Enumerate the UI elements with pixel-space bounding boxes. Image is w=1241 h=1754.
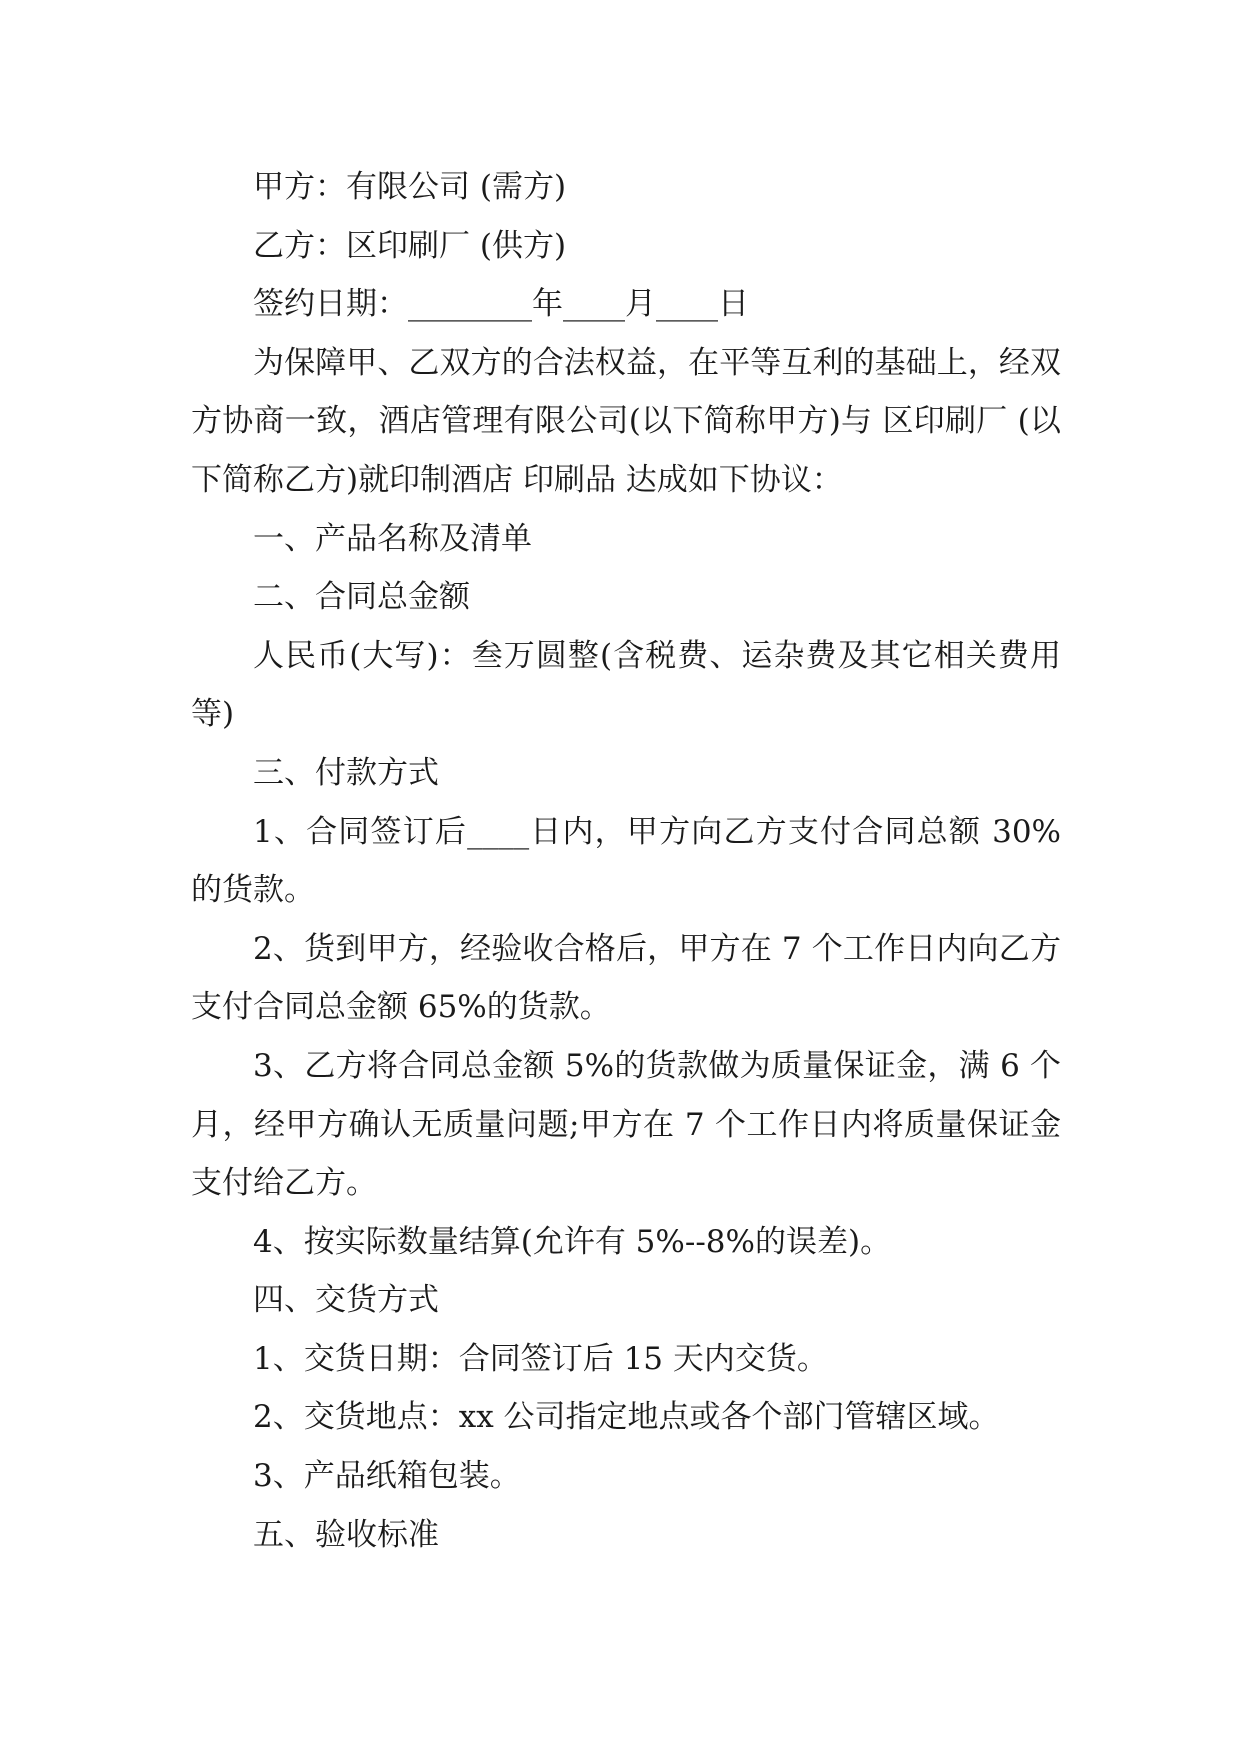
preamble-paragraph: 为保障甲、乙双方的合法权益，在平等互利的基础上，经双方协商一致，酒店管理有限公司(以下简称甲方)与 区印刷厂 (以下简称乙方)就印制酒店 印刷品 达成如下协议： bbox=[191, 344, 1061, 498]
party-b-line: 乙方：区印刷厂 (供方) bbox=[253, 227, 567, 264]
section-heading-products: 一、产品名称及清单 bbox=[253, 520, 532, 557]
payment-clause-2: 2、货到甲方，经验收合格后，甲方在 7 个工作日内向乙方支付合同总金额 65%的货款。 bbox=[191, 930, 1061, 1026]
party-a-line: 甲方：有限公司 (需方) bbox=[253, 169, 567, 205]
section-heading-delivery: 四、交货方式 bbox=[253, 1282, 439, 1319]
delivery-clause-3: 3、产品纸箱包装。 bbox=[253, 1458, 521, 1495]
sign-date-line: 签约日期：________年____月____日 bbox=[253, 286, 749, 323]
section-heading-acceptance: 五、验收标准 bbox=[253, 1516, 439, 1553]
delivery-clause-1: 1、交货日期：合同签订后 15 天内交货。 bbox=[253, 1340, 828, 1377]
section-heading-total-amount: 二、合同总金额 bbox=[253, 579, 470, 616]
amount-paragraph: 人民币(大写)：叁万圆整(含税费、运杂费及其它相关费用等) bbox=[191, 637, 1061, 733]
payment-clause-1: 1、合同签订后____日内，甲方向乙方支付合同总额 30%的货款。 bbox=[191, 813, 1061, 909]
payment-clause-4: 4、按实际数量结算(允许有 5%--8%的误差)。 bbox=[253, 1223, 892, 1260]
document-body bbox=[191, 158, 1061, 1564]
delivery-clause-2: 2、交货地点：xx 公司指定地点或各个部门管辖区域。 bbox=[253, 1399, 1000, 1436]
payment-clause-3: 3、乙方将合同总金额 5%的货款做为质量保证金，满 6 个月，经甲方确认无质量问题;甲方在 7 个工作日内将质量保证金支付给乙方。 bbox=[191, 1047, 1061, 1202]
section-heading-payment: 三、付款方式 bbox=[253, 754, 439, 791]
